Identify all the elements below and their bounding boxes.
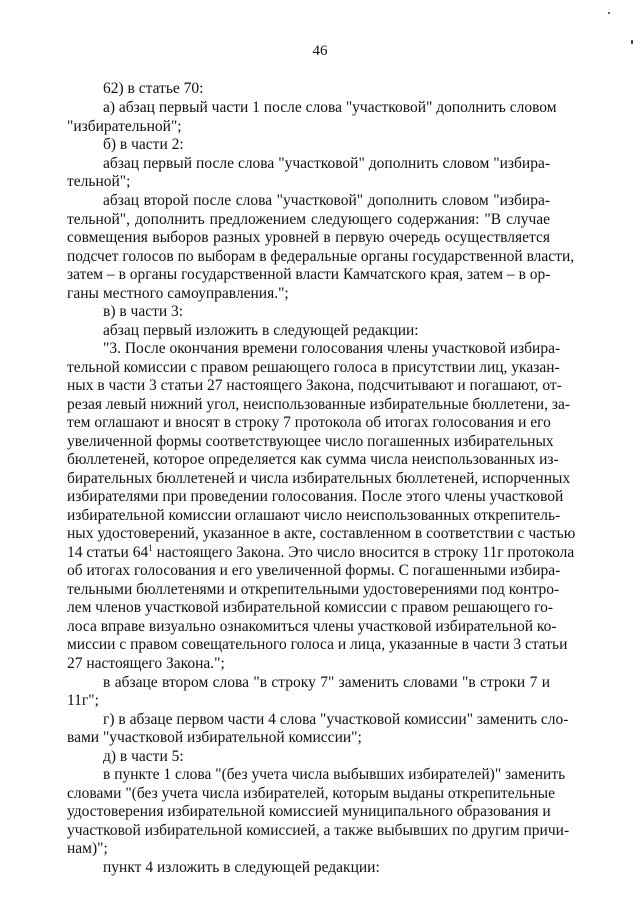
page-number: 46 — [312, 43, 328, 59]
text-line — [67, 785, 555, 802]
text-line — [67, 285, 289, 302]
text-line-content: ных в части 3 статьи 27 настоящего Закона, подсчитывают и погашают, от- — [67, 377, 562, 394]
text-line-content: в абзаце втором слова "в строку 7" заменить словами "в строки 7 и — [103, 674, 550, 691]
text-line-content: ных удостоверений, указанное в акте, составленном в соответствии с частью — [67, 525, 576, 542]
text-line — [67, 377, 562, 394]
text-line-content: в) в части 3: — [103, 303, 184, 320]
text-line-content: участковой избирательной комиссией, а также выбывших по другим причи- — [67, 822, 570, 839]
text-line — [103, 155, 550, 172]
text-line — [103, 674, 550, 691]
text-line — [67, 488, 564, 505]
text-line-content: 14 статьи 64 — [67, 544, 149, 561]
text-line-content: вами "участковой избирательной комиссии"; — [67, 729, 362, 746]
text-line — [67, 414, 550, 431]
text-line-content: "3. После окончания времени голосования члены участковой избира- — [103, 340, 561, 357]
text-line-content: 62) в статье 70: — [103, 80, 204, 97]
text-line-content: ганы местного самоуправления."; — [67, 285, 289, 302]
text-line-content: об итогах голосования и его увеличенной формы. С погашенными избира- — [67, 562, 561, 579]
text-line — [67, 803, 550, 820]
text-line — [103, 711, 569, 728]
text-line-content: а) абзац первый части 1 после слова "участковой" дополнить словом — [103, 99, 557, 116]
text-line-content: подсчет голосов по выборам в федеральные органы государственной власти, — [67, 248, 575, 265]
text-line — [67, 229, 550, 246]
text-line — [67, 636, 568, 653]
text-line-content: "избирательной"; — [67, 118, 182, 135]
text-line — [103, 748, 184, 765]
text-line-content: тельной"; — [67, 173, 131, 190]
text-line-content: затем – в органы государственной власти Камчатского края, затем – в ор- — [67, 266, 551, 283]
text-line-content: тем оглашают и вносят в строку 7 протокола об итогах голосования и его — [67, 414, 551, 431]
text-line-content: 27 настоящего Закона."; — [67, 655, 225, 672]
text-line — [67, 470, 571, 487]
text-line-content: нам)"; — [67, 840, 108, 857]
text-line-content: тельными бюллетенями и открепительными удостоверениями под контро- — [67, 581, 560, 598]
text-line-content: лем членов участковой избирательной комиссии с правом решающего го- — [67, 599, 554, 616]
text-line — [67, 655, 225, 672]
text-line-content: б) в части 2: — [103, 136, 184, 153]
text-line-content: абзац второй после слова "участковой" дополнить словом "избира- — [103, 192, 550, 209]
text-line-content: бирательных бюллетеней и числа избирательных бюллетеней, испорченных — [67, 470, 571, 487]
text-line-content: в пункте 1 слова "(без учета числа выбывших избирателей)" заменить — [103, 766, 566, 783]
text-line — [67, 543, 575, 561]
text-line-content: избирательной комиссии оглашают число неиспользованных открепитель- — [67, 507, 561, 524]
text-line-content: д) в части 5: — [103, 748, 184, 765]
text-line-content: увеличенной формы соответствующее число погашенных избирательных — [67, 433, 554, 450]
text-line — [67, 729, 362, 746]
text-line — [67, 840, 108, 857]
text-line — [67, 118, 182, 135]
text-line-content: словами "(без учета числа избирателей, которым выданы открепительные — [67, 785, 555, 802]
text-line — [103, 99, 557, 116]
text-line — [67, 396, 571, 413]
text-line — [67, 359, 560, 376]
text-line — [67, 451, 559, 468]
text-line — [67, 248, 575, 265]
text-line-content: избирателями при проведении голосования. После этого члены участковой — [67, 488, 564, 505]
text-line — [67, 507, 561, 524]
text-line — [67, 525, 576, 542]
text-line-content: лоса вправе визуально ознакомиться члены участковой избирательной ко- — [67, 618, 557, 635]
scan-speck — [608, 12, 610, 14]
text-line — [103, 192, 550, 209]
text-line — [103, 136, 184, 153]
text-line-content: 11г"; — [67, 692, 99, 709]
text-line — [103, 322, 419, 339]
text-line — [103, 80, 203, 97]
text-line-content: г) в абзаце первом части 4 слова "участковой комиссии" заменить сло- — [103, 711, 569, 728]
text-line-content: миссии с правом совещательного голоса и лица, указанные в части 3 статьи — [67, 636, 568, 653]
text-line — [67, 822, 570, 839]
text-line — [67, 692, 99, 709]
text-line — [103, 340, 561, 357]
text-line-continuation: настоящего Закона. Это число вносится в строку 11г протокола — [152, 544, 575, 561]
text-line-content: абзац первый изложить в следующей редакции: — [103, 322, 419, 339]
text-line-content: пункт 4 изложить в следующей редакции: — [103, 859, 380, 876]
text-line — [67, 599, 554, 616]
text-line-content: тельной", дополнить предложением следующего содержания: "В случае — [67, 211, 550, 228]
text-line-content: абзац первый после слова "участковой" дополнить словом "избира- — [103, 155, 550, 172]
text-line — [67, 433, 554, 450]
text-line — [67, 562, 561, 579]
text-line — [67, 173, 130, 190]
text-line-content: резая левый нижний угол, неиспользованные избирательные бюллетени, за- — [67, 396, 571, 413]
text-line-content: удостоверения избирательной комиссией муниципального образования и — [67, 803, 551, 820]
scan-speck — [631, 40, 633, 44]
text-line — [67, 211, 550, 228]
text-line — [103, 859, 380, 876]
text-line-content: бюллетеней, которое определяется как сумма числа неиспользованных из- — [67, 451, 559, 468]
text-line — [67, 581, 560, 598]
text-line — [103, 766, 566, 783]
text-line-content: совмещения выборов разных уровней в первую очередь осуществляется — [67, 229, 550, 246]
text-line — [103, 303, 183, 320]
text-line — [67, 266, 550, 283]
text-line — [67, 618, 557, 635]
text-line-content: тельной комиссии с правом решающего голоса в присутствии лиц, указан- — [67, 359, 560, 376]
superscript: 1 — [148, 543, 153, 553]
